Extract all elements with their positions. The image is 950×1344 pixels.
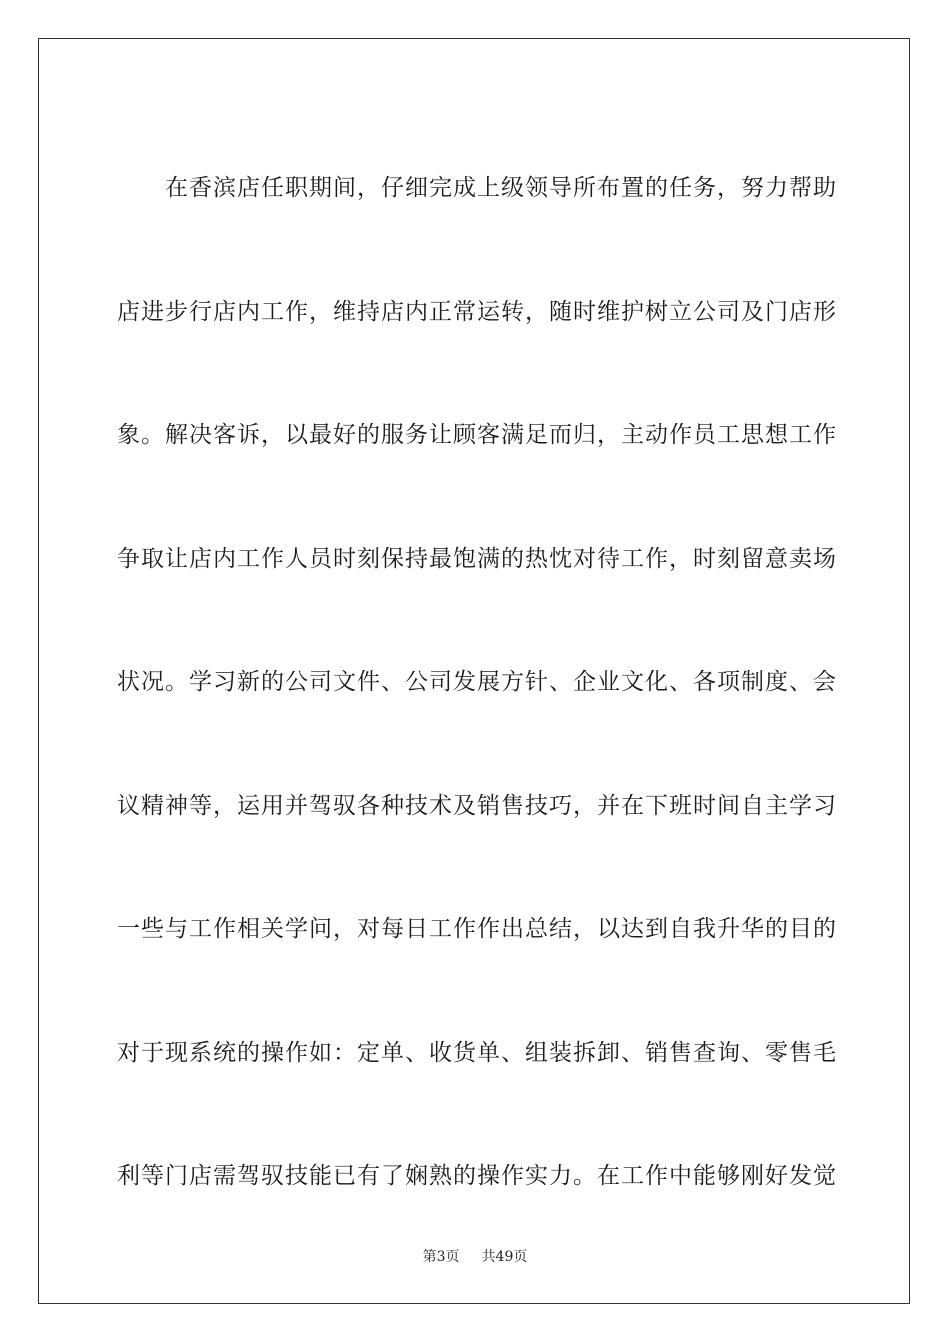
page-footer	[0, 1246, 950, 1266]
paragraph-line: 状况。学习新的公司文件、公司发展方针、企业文化、各项制度、会	[117, 669, 837, 695]
page-number: 第3页	[422, 1249, 460, 1265]
paragraph-line: 在香滨店任职期间，仔细完成上级领导所布置的任务，努力帮助	[165, 175, 837, 201]
paragraph-line: 一些与工作相关学问，对每日工作作出总结，以达到自我升华的目的	[117, 916, 837, 942]
page-total: 共49页	[481, 1249, 528, 1265]
paragraph-line: 店进步行店内工作，维持店内正常运转，随时维护树立公司及门店形	[117, 298, 837, 325]
paragraph-line: 象。解决客诉，以最好的服务让顾客满足而归，主动作员工思想工作	[117, 422, 837, 448]
paragraph-line: 对于现系统的操作如：定单、收货单、组装拆卸、销售查询、零售毛	[117, 1039, 837, 1066]
paragraph-line: 议精神等，运用并驾驭各种技术及销售技巧，并在下班时间自主学习	[117, 792, 837, 819]
paragraph-line: 利等门店需驾驭技能已有了娴熟的操作实力。在工作中能够刚好发觉	[117, 1163, 837, 1189]
document-body	[117, 127, 837, 1239]
paragraph-line: 争取让店内工作人员时刻保持最饱满的热忱对待工作，时刻留意卖场	[117, 545, 837, 572]
